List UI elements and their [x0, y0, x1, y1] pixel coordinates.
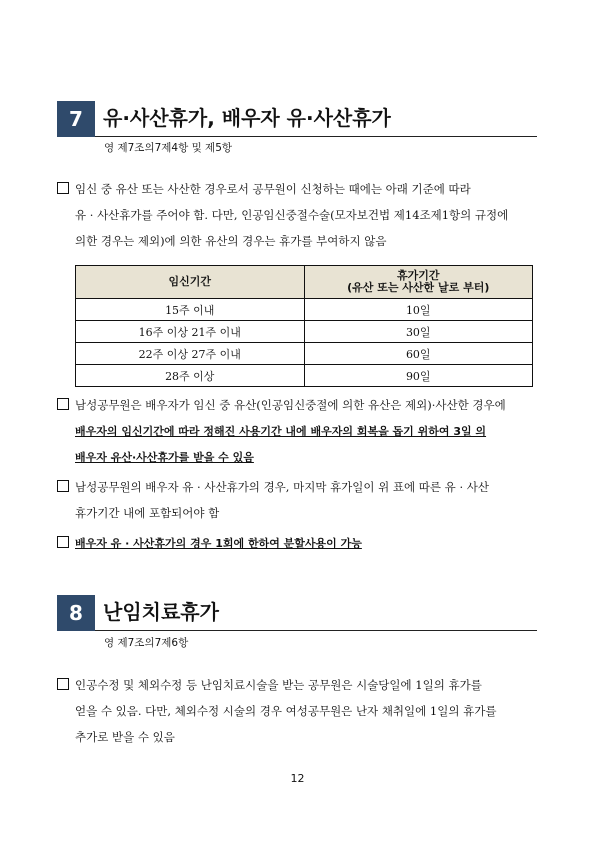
table-row	[76, 365, 533, 387]
leave-period-table	[75, 265, 533, 387]
emphasis-text: 배우자 유산·사산휴가를 받을 수 있음	[75, 451, 254, 464]
paragraph-spouse-leave-period	[57, 474, 543, 526]
paragraph-split-use	[57, 530, 543, 556]
cell-period: 22주 이상 27주 이내	[76, 343, 305, 365]
section-title: 난임치료휴가	[103, 600, 219, 624]
checkbox-bullet-icon	[57, 182, 69, 194]
text-line: 남성공무원의 배우자 유 · 사산휴가의 경우, 마지막 휴가일이 위 표에 따른 유 · 사산	[75, 480, 489, 494]
text-line: 추가로 받을 수 있음	[75, 730, 175, 744]
table-row	[76, 343, 533, 365]
paragraph-spouse-leave	[57, 392, 543, 470]
header-leave-line1: 휴가기간	[396, 269, 440, 282]
section-number: 7	[57, 101, 95, 137]
emphasis-text: 배우자의 임신기간에 따라 정해진 사용기간 내에 배우자의 회복을 돕기 위하여 3일 의	[75, 425, 487, 438]
text-line: 휴가기간 내에 포함되어야 함	[75, 506, 220, 520]
paragraph-infertility-leave	[57, 672, 543, 750]
checkbox-bullet-icon	[57, 536, 69, 548]
checkbox-bullet-icon	[57, 480, 69, 492]
text-line: 유 · 사산휴가를 주어야 함. 다만, 인공임신중절수술(모자보건법 제14조제1항의 규정에	[75, 208, 509, 222]
table-row	[76, 299, 533, 321]
text-line: 임신 중 유산 또는 사산한 경우로서 공무원이 신청하는 때에는 아래 기준에 따라	[75, 182, 471, 196]
header-leave-line2: (유산 또는 사산한 날로 부터)	[347, 281, 490, 294]
section-subtitle: 영 제7조의7제4항 및 제5항	[104, 142, 233, 154]
section-8-header	[57, 595, 537, 631]
header-leave-period	[304, 266, 533, 299]
cell-leave: 60일	[304, 343, 533, 365]
emphasis-text: 배우자 유 · 사산휴가의 경우 1회에 한하여 분할사용이 가능	[75, 537, 362, 550]
paragraph-miscarriage-leave	[57, 176, 543, 254]
section-7-header	[57, 101, 537, 137]
text-line: 의한 경우는 제외)에 의한 유산의 경우는 휴가를 부여하지 않음	[75, 234, 387, 248]
cell-leave: 10일	[304, 299, 533, 321]
table-header-row	[76, 266, 533, 299]
checkbox-bullet-icon	[57, 398, 69, 410]
cell-period: 16주 이상 21주 이내	[76, 321, 305, 343]
text-line: 인공수정 및 체외수정 등 난임치료시술을 받는 공무원은 시술당일에 1일의 휴가를	[75, 678, 482, 692]
text-line: 남성공무원은 배우자가 임신 중 유산(인공임신중절에 의한 유산은 제외)·사산한 경우에	[75, 398, 506, 412]
section-subtitle: 영 제7조의7제6항	[104, 637, 189, 649]
divider	[95, 136, 537, 137]
section-number: 8	[57, 595, 95, 631]
page-number: 12	[290, 772, 305, 785]
divider	[95, 630, 537, 631]
cell-period: 28주 이상	[76, 365, 305, 387]
text-line: 얻을 수 있음. 다만, 체외수정 시술의 경우 여성공무원은 난자 채취일에 1일의 휴가를	[75, 704, 497, 718]
section-title: 유·사산휴가, 배우자 유·사산휴가	[103, 106, 391, 130]
cell-leave: 90일	[304, 365, 533, 387]
table-row	[76, 321, 533, 343]
cell-leave: 30일	[304, 321, 533, 343]
cell-period: 15주 이내	[76, 299, 305, 321]
checkbox-bullet-icon	[57, 678, 69, 690]
header-pregnancy-period: 임신기간	[76, 266, 305, 299]
